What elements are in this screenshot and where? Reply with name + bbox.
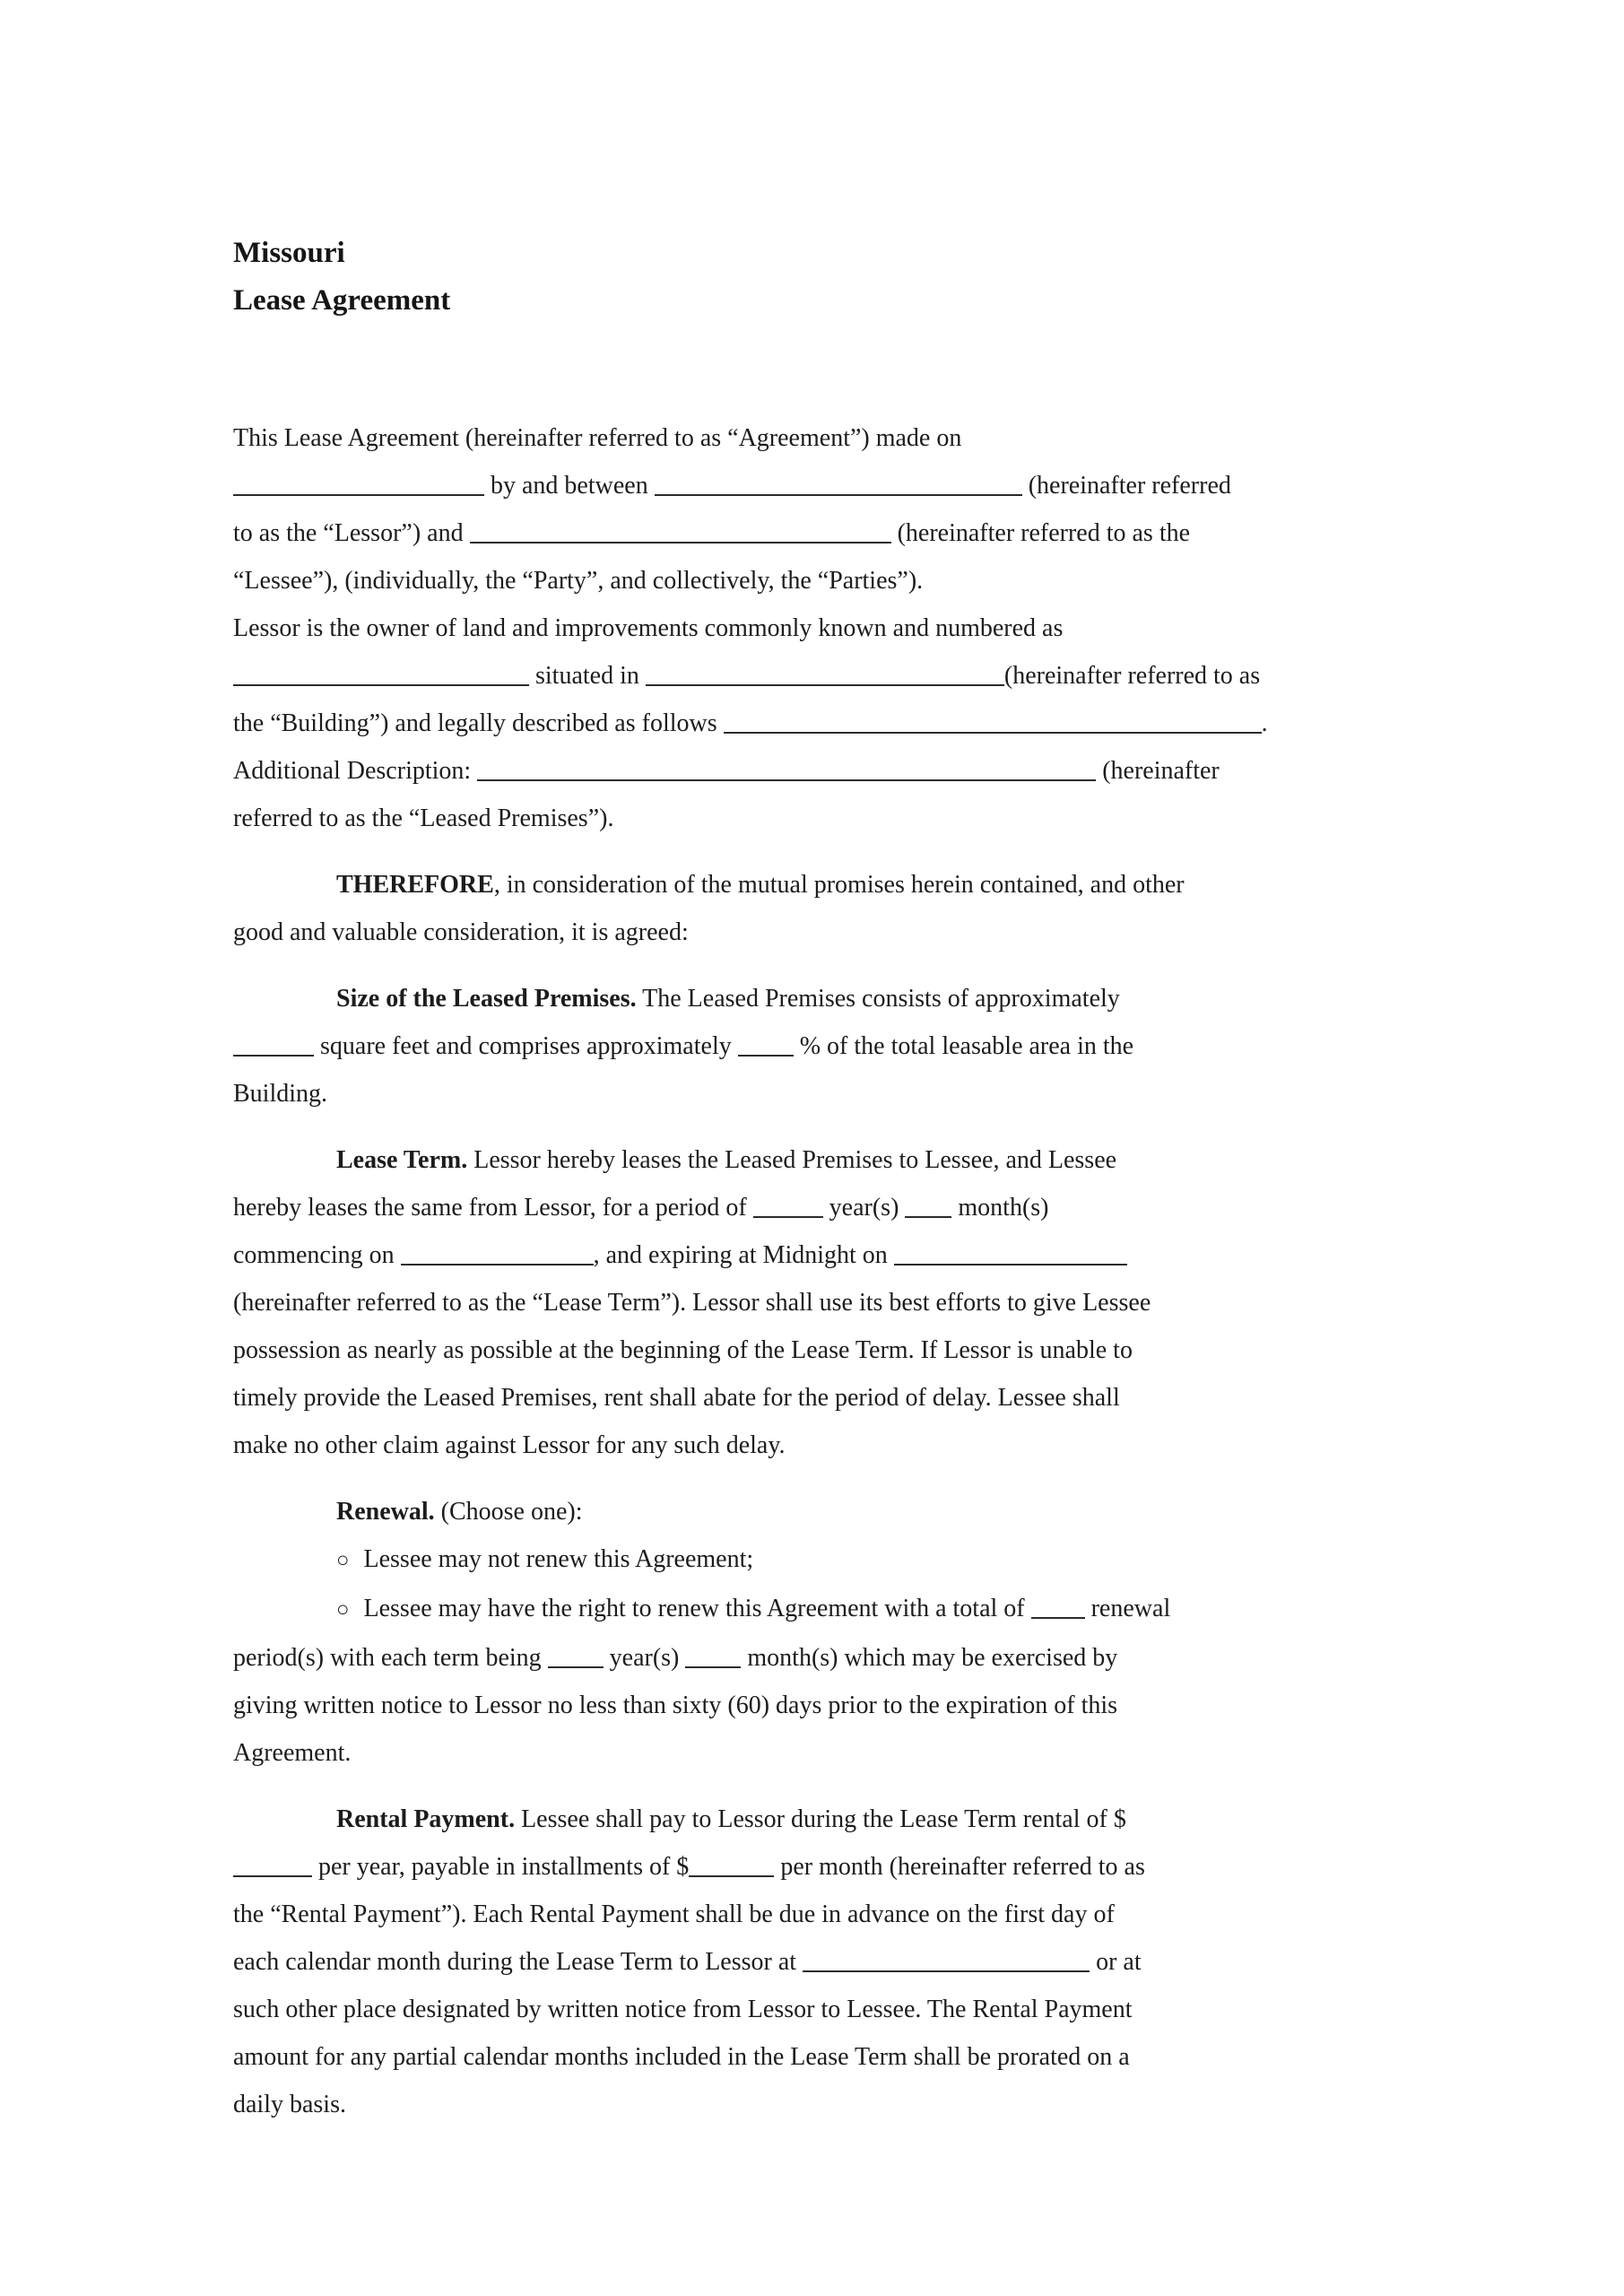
text: square feet and comprises approximately [314,1032,738,1060]
text: (Choose one): [434,1498,583,1526]
text: each calendar month during the Lease Term to Lessor at [233,1948,803,1976]
document-title-line2: Lease Agreement [233,284,451,317]
blank-line [233,659,529,686]
text: good and valuable consideration, it is agreed: [233,918,689,946]
blank-line [233,469,484,496]
text: amount for any partial calendar months included in the Lease Term shall be prorated on a [233,2043,1130,2071]
blank-line [655,469,1022,496]
text: year(s) [822,1194,906,1222]
document-title [233,230,1418,325]
text: the “Rental Payment”). Each Rental Payment shall be due in advance on the first day of [233,1900,1115,1928]
lease-term-paragraph [233,1136,1417,1469]
intro-paragraph [233,414,1417,842]
blank-line [753,1191,823,1218]
blank-line [803,1945,1090,1972]
text: % of the total leasable area in the [793,1032,1134,1060]
text: month(s) [951,1194,1049,1222]
text: Lessee shall pay to Lessor during the Lease Term rental of $ [515,1805,1126,1833]
blank-line [646,659,1004,686]
blank-line [401,1239,594,1265]
text: month(s) which may be exercised by [741,1644,1118,1672]
blank-line [470,517,891,544]
text: This Lease Agreement (hereinafter referred to as “Agreement”) made on [233,424,962,452]
text: referred to as the “Leased Premises”). [233,804,614,832]
blank-line [685,1641,741,1668]
blank-line [738,1030,794,1057]
renewal-option-1 [233,1535,1417,1585]
text: such other place designated by written notice from Lessor to Lessee. The Rental Payment [233,1996,1133,2023]
bold-text: THEREFORE [336,871,494,899]
bold-text: Rental Payment. [336,1805,516,1833]
text: situated in [529,662,646,690]
blank-line [548,1641,604,1668]
blank-line [894,1239,1127,1265]
text: year(s) [603,1644,686,1672]
blank-line [477,754,1096,781]
text: giving written notice to Lessor no less than sixty (60) days prior to the expiration of this [233,1692,1118,1719]
blank-line [724,707,1262,734]
text: commencing on [233,1241,401,1269]
text: per month (hereinafter referred to as [774,1853,1145,1881]
blank-line [233,1030,314,1057]
bold-text: Size of the Leased Premises. [336,985,637,1013]
text: Building. [233,1080,328,1108]
text: Lessor is the owner of land and improvements commonly known and numbered as [233,614,1064,642]
text: timely provide the Leased Premises, rent shall abate for the period of delay. Lessee shall [233,1384,1120,1412]
text: Lessor hereby leases the Leased Premises to Lessee, and Lessee [467,1146,1117,1174]
text: renewal [1084,1595,1171,1622]
text: Additional Description: [233,757,478,785]
text: (hereinafter referred [1021,472,1231,500]
rental-payment-paragraph [233,1796,1417,2128]
text: Lessee may not renew this Agreement; [363,1545,754,1573]
text: Agreement. [233,1739,352,1767]
document-title-line1: Missouri [233,237,345,269]
bold-text: Lease Term. [336,1146,468,1174]
renewal-heading-paragraph [233,1488,1417,1535]
text: make no other claim against Lessor for any such delay. [233,1431,786,1459]
therefore-paragraph [233,861,1417,956]
text: hereby leases the same from Lessor, for a period of [233,1194,753,1222]
document-body [233,414,1417,2128]
text: Lessee may have the right to renew this Agreement with a total of [363,1595,1031,1622]
size-of-leased-premises-paragraph [233,975,1417,1118]
text: , and expiring at Midnight on [593,1241,894,1269]
text: daily basis. [233,2091,346,2118]
blank-line [689,1850,774,1877]
text: (hereinafter referred to as [1003,662,1261,690]
text: (hereinafter [1096,757,1220,785]
choice-circle-icon: ○ [336,1598,350,1622]
text: period(s) with each term being [233,1644,548,1672]
text: per year, payable in installments of $ [312,1853,690,1881]
text: (hereinafter referred to as the “Lease Term”). Lessor shall use its best efforts to give Lessee [233,1289,1151,1317]
blank-line [1031,1592,1085,1619]
text: (hereinafter referred to as the [890,519,1191,547]
text: The Leased Premises consists of approximately [636,985,1120,1013]
renewal-option-2 [233,1585,1417,1777]
blank-line [905,1191,951,1218]
text: . [1261,709,1268,737]
text: possession as nearly as possible at the beginning of the Lease Term. If Lessor is unable to [233,1336,1133,1364]
choice-circle-icon: ○ [336,1549,350,1572]
text: to as the “Lessor”) and [233,519,470,547]
text: the “Building”) and legally described as follows [233,709,724,737]
bold-text: Renewal. [336,1498,435,1526]
text: or at [1090,1948,1142,1976]
text: by and between [484,472,655,500]
text: , in consideration of the mutual promises herein contained, and other [493,871,1185,899]
text: “Lessee”), (individually, the “Party”, and collectively, the “Parties”). [233,567,924,595]
blank-line [233,1850,312,1877]
